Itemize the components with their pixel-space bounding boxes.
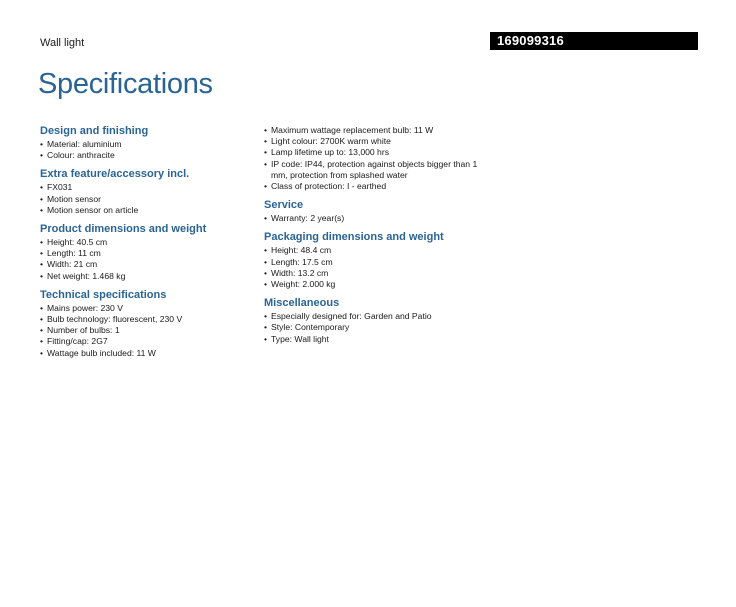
left-column (40, 125, 255, 366)
spec-item: • Height: 48.4 cm (264, 245, 494, 256)
technical-specifications-continued (264, 125, 494, 192)
page-title: Specifications (38, 68, 213, 100)
section-heading: Extra feature/accessory incl. (40, 168, 190, 181)
spec-item: • Length: 11 cm (40, 248, 255, 259)
section-heading: Miscellaneous (264, 297, 340, 310)
spec-list (40, 237, 255, 282)
spec-item: • Lamp lifetime up to: 13,000 hrs (264, 147, 494, 158)
section-heading: Technical specifications (40, 288, 167, 301)
spec-list (40, 182, 255, 216)
section-service (264, 199, 494, 224)
product-type: Wall light (40, 37, 85, 49)
section-extra-features (40, 168, 255, 216)
spec-item: • Style: Contemporary (264, 322, 494, 333)
spec-item: • Class of protection: I - earthed (264, 181, 494, 192)
spec-item: • Width: 21 cm (40, 259, 255, 270)
spec-item: • Material: aluminium (40, 139, 255, 150)
spec-item: • Height: 40.5 cm (40, 237, 255, 248)
spec-item: • Length: 17.5 cm (264, 257, 494, 268)
spec-item: • IP code: IP44, protection against objects bigger than 1 mm, protection from splashed water (264, 159, 494, 181)
section-heading: Packaging dimensions and weight (264, 231, 444, 244)
spec-item: • Width: 13.2 cm (264, 268, 494, 279)
section-heading: Service (264, 199, 304, 212)
spec-item: • Number of bulbs: 1 (40, 325, 255, 336)
section-heading: Product dimensions and weight (40, 223, 207, 236)
spec-item: • Mains power: 230 V (40, 303, 255, 314)
spec-list (264, 213, 494, 224)
section-heading: Design and finishing (40, 125, 149, 137)
spec-item: • Weight: 2.000 kg (264, 279, 494, 290)
spec-list (40, 303, 255, 359)
spec-item: • Light colour: 2700K warm white (264, 136, 494, 147)
product-code-badge: 169099316 (490, 32, 698, 50)
section-product-dimensions (40, 223, 255, 282)
section-technical-specifications (40, 289, 255, 359)
spec-item: • Especially designed for: Garden and Patio (264, 311, 494, 322)
spec-item: • Warranty: 2 year(s) (264, 213, 494, 224)
section-design-finishing (40, 125, 255, 161)
spec-item: • Motion sensor (40, 194, 255, 205)
spec-item: • Bulb technology: fluorescent, 230 V (40, 314, 255, 325)
spec-item: • Type: Wall light (264, 334, 494, 345)
spec-item: • FX031 (40, 182, 255, 193)
spec-list (264, 311, 494, 345)
spec-item: • Wattage bulb included: 11 W (40, 348, 255, 359)
spec-item: • Motion sensor on article (40, 205, 255, 216)
right-column (264, 125, 494, 352)
section-packaging-dimensions (264, 231, 494, 290)
spec-list (264, 245, 494, 290)
spec-list (40, 139, 255, 161)
section-miscellaneous (264, 297, 494, 345)
spec-item: • Maximum wattage replacement bulb: 11 W (264, 125, 494, 136)
spec-item: • Net weight: 1.468 kg (40, 271, 255, 282)
spec-item: • Fitting/cap: 2G7 (40, 336, 255, 347)
spec-item: • Colour: anthracite (40, 150, 255, 161)
